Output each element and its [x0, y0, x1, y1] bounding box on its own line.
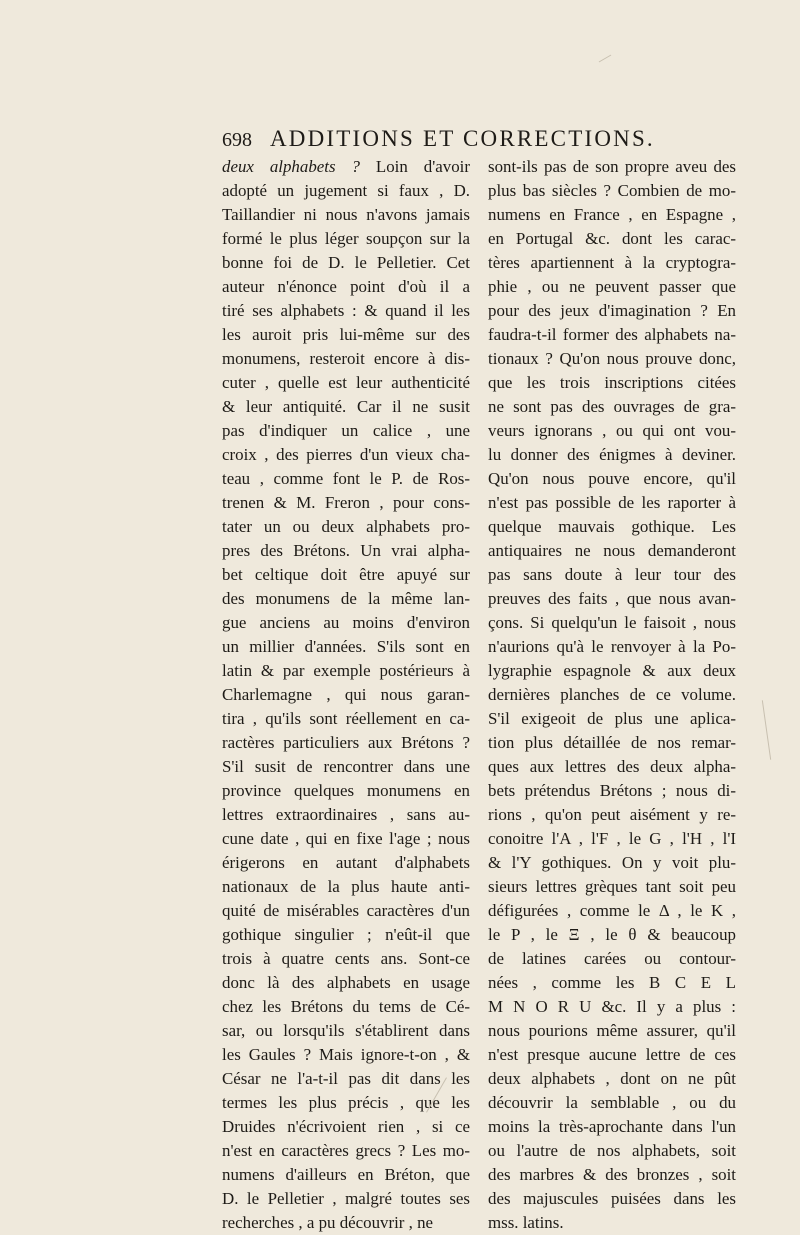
text-line: tiré ses alphabets : & quand il les — [222, 301, 470, 320]
text-line: pour des jeux d'imagination ? En — [488, 301, 736, 320]
text-line: pas sans doute à leur tour des — [488, 565, 736, 584]
text-line: D. le Pelletier , malgré toutes ses — [222, 1189, 470, 1208]
text-line: sont-ils pas de son propre aveu des — [488, 157, 736, 176]
text-line: les auroit pris lui-même sur des — [222, 325, 470, 344]
text-line: les Gaules ? Mais ignore-t-on , & — [222, 1045, 470, 1064]
text-line: & l'Y gothiques. On y voit plu- — [488, 853, 736, 872]
text-line: conoitre l'A , l'F , le G , l'H , l'I — [488, 829, 736, 848]
text-line: sieurs lettres grèques tant soit peu — [488, 877, 736, 896]
text-line: ractères particuliers aux Brétons ? — [222, 733, 470, 752]
text-line: trenen & M. Freron , pour cons- — [222, 493, 470, 512]
italic-phrase: deux alphabets ? — [222, 157, 360, 176]
text-line: tater un ou deux alphabets pro- — [222, 517, 470, 536]
paper-speck — [762, 700, 771, 760]
text-line: lu donner des énigmes à deviner. — [488, 445, 736, 464]
text-line: veurs ignorans , ou qui ont vou- — [488, 421, 736, 440]
text-line: Druides n'écrivoient rien , si ce — [222, 1117, 470, 1136]
text-line: deux alphabets ? Loin d'avoir — [222, 157, 470, 176]
text-line: faudra-t-il former des alphabets na- — [488, 325, 736, 344]
text-line: rions , qu'on peut aisément y re- — [488, 805, 736, 824]
text-line: preuves des faits , que nous avan- — [488, 589, 736, 608]
text-line: de latines carées ou contour- — [488, 949, 736, 968]
text-line: n'est en caractères grecs ? Les mo- — [222, 1141, 470, 1160]
text-line: plus bas siècles ? Combien de mo- — [488, 181, 736, 200]
text-line: termes les plus précis , que les — [222, 1093, 470, 1112]
text-line: donc là des alphabets en usage — [222, 973, 470, 992]
text-line: gue anciens au moins d'environ — [222, 613, 470, 632]
text-line: le P , le Ξ , le θ & beaucoup — [488, 925, 736, 944]
text-line: bet celtique doit être apuyé sur — [222, 565, 470, 584]
text-line: des marbres & des bronzes , soit — [488, 1165, 736, 1184]
text-line: Charlemagne , qui nous garan- — [222, 685, 470, 704]
left-text-column — [222, 155, 470, 1235]
text-line: S'il exigeoit de plus une aplica- — [488, 709, 736, 728]
running-header — [222, 126, 682, 152]
right-text-column — [488, 155, 736, 1235]
text-line: tionaux ? Qu'on nous prouve donc, — [488, 349, 736, 368]
text-line: moins la très-aprochante dans l'un — [488, 1117, 736, 1136]
text-line: lygraphie espagnole & aux deux — [488, 661, 736, 680]
text-line: nées , comme les B C E L — [488, 973, 736, 992]
text-line: teau , comme font le P. de Ros- — [222, 469, 470, 488]
text-line: quité de misérables caractères d'un — [222, 901, 470, 920]
text-line: des majuscules puisées dans les — [488, 1189, 736, 1208]
text-line: que les trois inscriptions citées — [488, 373, 736, 392]
text-line: gothique singulier ; n'eût-il que — [222, 925, 470, 944]
text-line: ne sont pas des ouvrages de gra- — [488, 397, 736, 416]
text-line: chez les Brétons du tems de Cé- — [222, 997, 470, 1016]
text-line: cune date , qui en fixe l'age ; nous — [222, 829, 470, 848]
text-line: nous pourions même assurer, qu'il — [488, 1021, 736, 1040]
text-line: trois à quatre cents ans. Sont-ce — [222, 949, 470, 968]
text-line: en Portugal &c. dont les carac- — [488, 229, 736, 248]
text-line: numens d'ailleurs en Bréton, que — [222, 1165, 470, 1184]
text-line: S'il susit de rencontrer dans une — [222, 757, 470, 776]
text-line: Taillandier ni nous n'avons jamais — [222, 205, 470, 224]
text-line: ques aux lettres des deux alpha- — [488, 757, 736, 776]
text-line: découvrir la semblable , ou du — [488, 1093, 736, 1112]
text-line: auteur n'énonce point d'où il a — [222, 277, 470, 296]
text-line: recherches , a pu découvrir , ne — [222, 1213, 434, 1232]
text-line: quelque mauvais gothique. Les — [488, 517, 736, 536]
text-line: des monumens de la même lan- — [222, 589, 470, 608]
text-line: M N O R U &c. Il y a plus : — [488, 997, 736, 1016]
text-line: çons. Si quelqu'un le faisoit , nous — [488, 613, 736, 632]
text-line: & leur antiquité. Car il ne susit — [222, 397, 470, 416]
text-line: bets prétendus Brétons ; nous di- — [488, 781, 736, 800]
text-line: tira , qu'ils sont réellement en ca- — [222, 709, 470, 728]
text-line: phie , ou ne peuvent passer que — [488, 277, 736, 296]
text-line: un millier d'années. S'ils sont en — [222, 637, 470, 656]
text-line: monumens, resteroit encore à dis- — [222, 349, 470, 368]
text-line: pas d'indiquer un calice , une — [222, 421, 470, 440]
text-line: n'est presque aucune lettre de ces — [488, 1045, 736, 1064]
paper-speck — [599, 55, 612, 63]
text-line: adopté un jugement si faux , D. — [222, 181, 470, 200]
page-number: 698 — [222, 129, 252, 151]
text-line: pres des Brétons. Un vrai alpha- — [222, 541, 470, 560]
text-line: antiquaires ne nous demanderont — [488, 541, 736, 560]
running-title: ADDITIONS ET CORRECTIONS. — [270, 126, 655, 151]
text-line: sar, ou lorsqu'ils s'établirent dans — [222, 1021, 470, 1040]
text-line: bonne foi de D. le Pelletier. Cet — [222, 253, 470, 272]
text-line: ou l'autre de nos alphabets, soit — [488, 1141, 736, 1160]
text-line: lettres extraordinaires , sans au- — [222, 805, 470, 824]
text-line: deux alphabets , dont on ne pût — [488, 1069, 736, 1088]
text-line: tion plus détaillée de nos remar- — [488, 733, 736, 752]
text-line: numens en France , en Espagne , — [488, 205, 736, 224]
text-line: érigerons en autant d'alphabets — [222, 853, 470, 872]
text-line: latin & par exemple postérieurs à — [222, 661, 470, 680]
text-line: nationaux de la plus haute anti- — [222, 877, 470, 896]
text-line: Qu'on nous pouve encore, qu'il — [488, 469, 736, 488]
text-line: dernières planches de ce volume. — [488, 685, 736, 704]
text-line: tères apartiennent à la cryptogra- — [488, 253, 736, 272]
text-line: César ne l'a-t-il pas dit dans les — [222, 1069, 470, 1088]
text-line: formé le plus léger soupçon sur la — [222, 229, 470, 248]
text-line: croix , des pierres d'un vieux cha- — [222, 445, 470, 464]
text-line: cuter , quelle est leur authenticité — [222, 373, 470, 392]
text-line: n'est pas possible de les raporter à — [488, 493, 736, 512]
text-line: mss. latins. — [488, 1213, 564, 1232]
text-line: défigurées , comme le Δ , le K , — [488, 901, 736, 920]
text-line: province quelques monumens en — [222, 781, 470, 800]
text-line: n'aurions qu'à le renvoyer à la Po- — [488, 637, 736, 656]
